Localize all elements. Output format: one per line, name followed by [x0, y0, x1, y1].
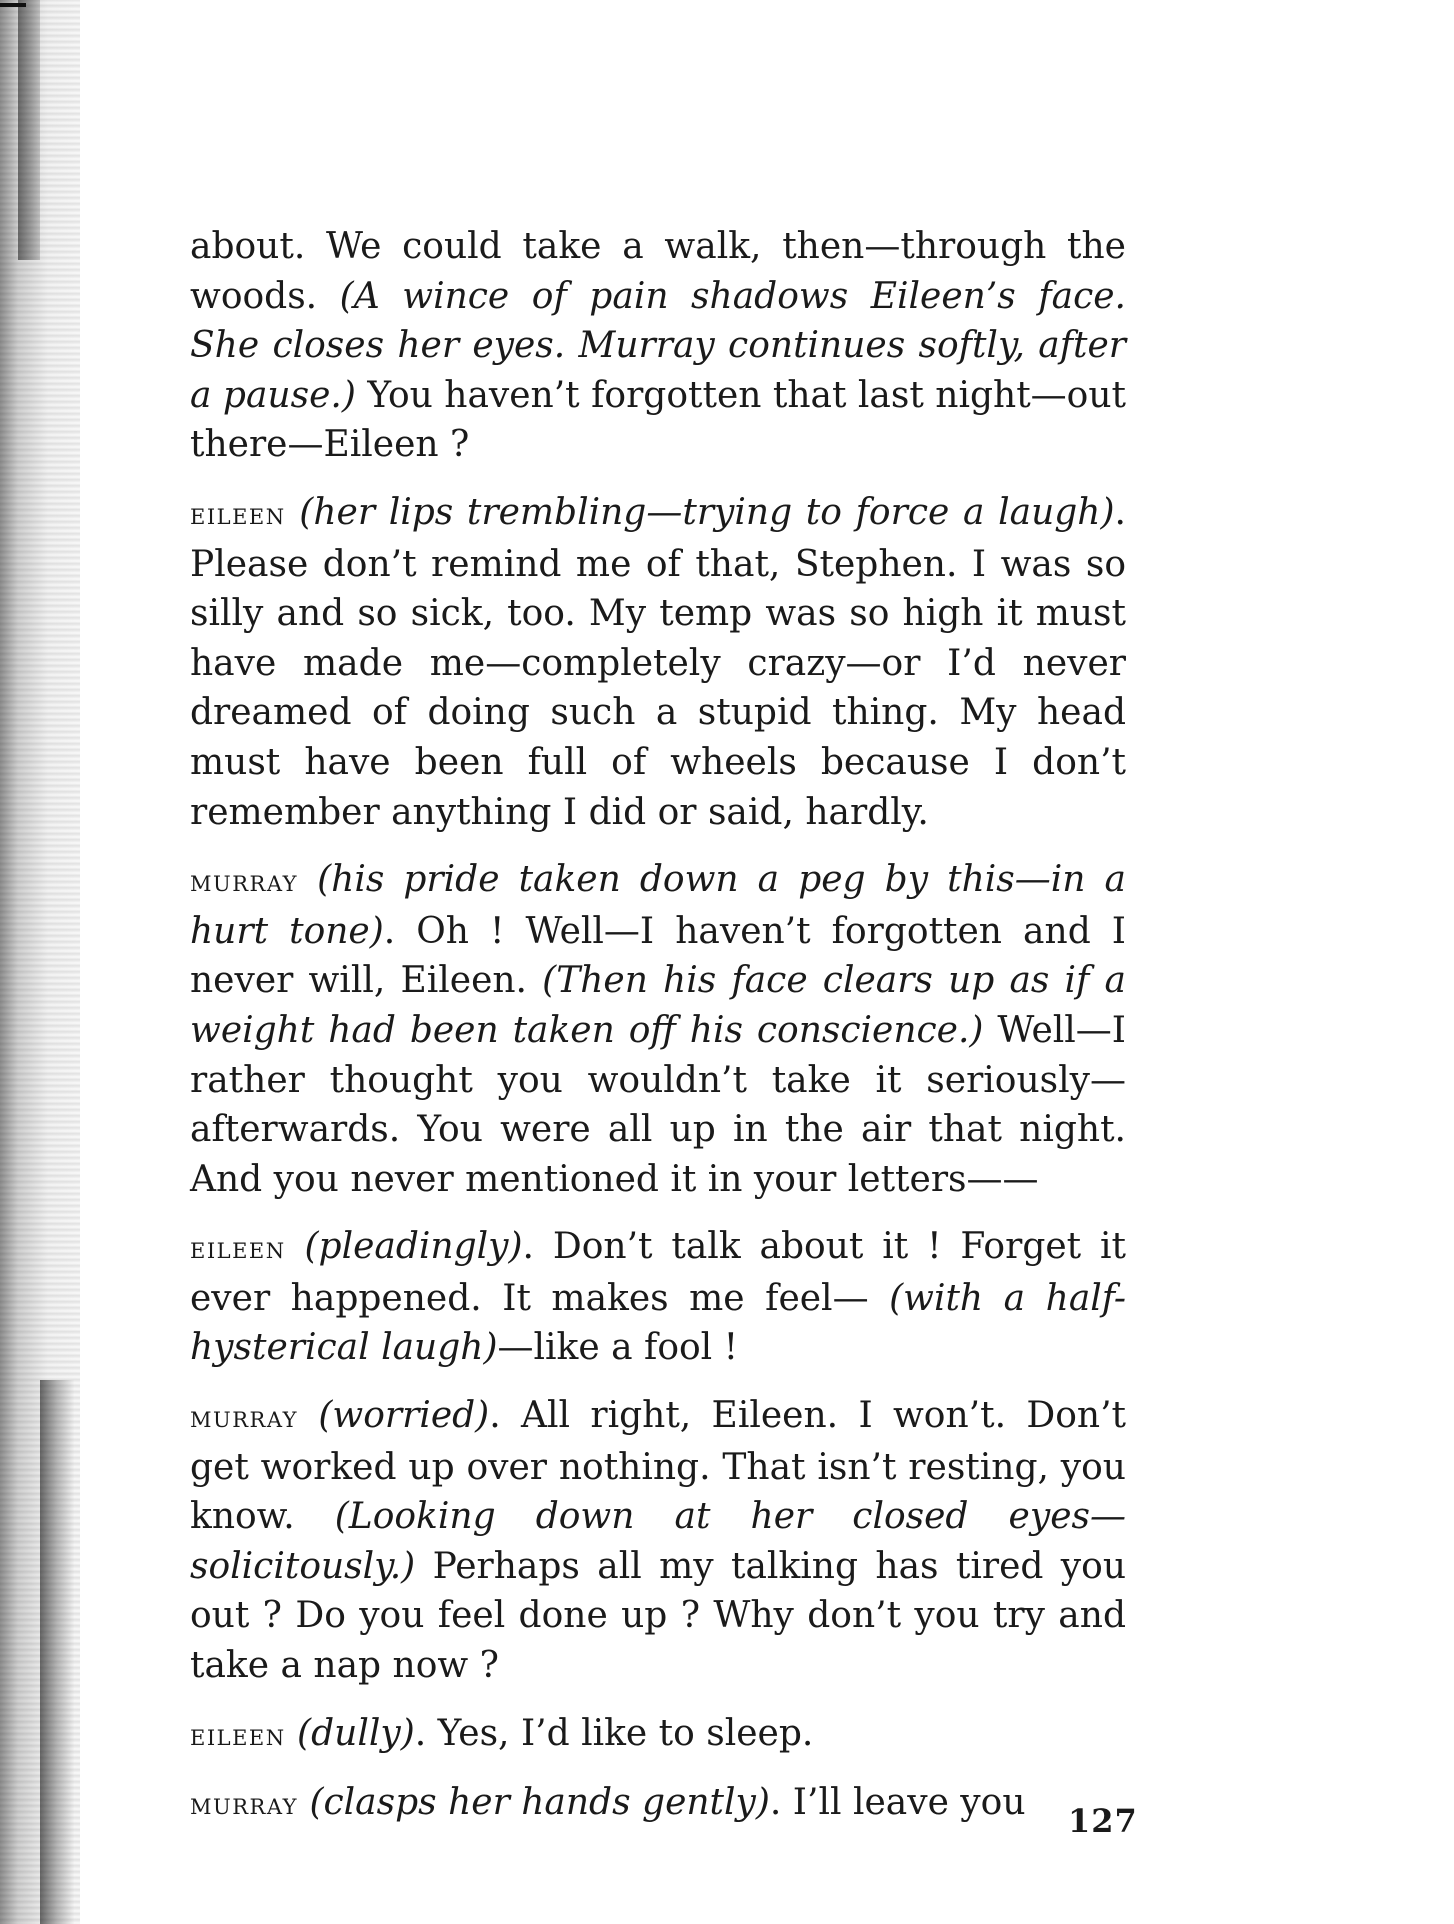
speech-murray-2 — [190, 1391, 1126, 1691]
dialogue-text: Perhaps all my talking has tired you out ? Do you feel done up ? Why don’t you try and take a nap now ? — [190, 1545, 1126, 1687]
dialogue-text: —like a fool ! — [497, 1327, 739, 1369]
dialogue-text: . Please don’t remind me of that, Stephen. I was so silly and so sick, too. My temp was so high it must have made me—completely crazy—or I’d never dreamed of doing such a stupid thing. My head must have been full of wheels because I don’t remember anything I did or said, hardly. — [190, 491, 1126, 833]
speech-eileen-3 — [190, 1709, 1126, 1761]
stage-direction: (her lips trembling—trying to force a laugh) — [285, 491, 1115, 533]
speech-murray-3 — [190, 1778, 1126, 1830]
speaker-name: murray — [190, 1400, 299, 1436]
dialogue-text: . All right, Eileen. I won’t. Don’t get worked up over nothing. That isn’t resting, you know. — [190, 1395, 1126, 1538]
stage-direction: (Then his face clears up as if a weight had been taken off his conscience.) — [190, 960, 1127, 1051]
page-text-block — [190, 222, 1126, 1830]
speech-eileen-2 — [190, 1222, 1126, 1373]
stage-direction: (clasps her hands gently) — [298, 1782, 770, 1824]
speaker-name: eileen — [190, 496, 286, 532]
dialogue-text: . Don’t talk about it ! Forget it ever happened. It makes me feel— — [190, 1226, 1126, 1319]
stage-direction: (Looking down at her closed eyes—solicitously.) — [190, 1496, 1126, 1587]
stage-direction: (A wince of pain shadows Eileen’s face. She closes her eyes. Murray continues softly, after a pause.) — [190, 275, 1126, 416]
binding-shadow-top — [18, 0, 40, 260]
stage-direction: (with a half-hysterical laugh) — [190, 1277, 1126, 1369]
dialogue-text: . I’ll leave you — [769, 1782, 1026, 1824]
speech-murray-1 — [190, 855, 1126, 1204]
stage-direction: (worried) — [298, 1395, 490, 1437]
text-segment: about. We could take a walk, then—through the woods. — [190, 226, 1126, 317]
stage-direction: (dully) — [285, 1712, 415, 1754]
stage-direction: (pleadingly) — [285, 1226, 523, 1268]
speaker-name: murray — [190, 1787, 299, 1823]
dialogue-text: . Yes, I’d like to sleep. — [414, 1712, 814, 1754]
stage-direction: (his pride taken down a peg by this—in a hurt tone) — [190, 859, 1126, 952]
dialogue-text: Well—I rather thought you wouldn’t take it seriously—afterwards. You were all up in the air that night. And you never mentioned it in your letters—— — [190, 1009, 1127, 1200]
page-number: 127 — [1068, 1802, 1138, 1840]
speech-eileen-1 — [190, 488, 1126, 837]
speaker-name: eileen — [190, 1717, 286, 1753]
dialogue-text: . Oh ! Well—I haven’t forgotten and I never will, Eileen. — [190, 910, 1127, 1002]
speaker-name: murray — [190, 864, 299, 900]
paragraph-continuation — [190, 222, 1126, 470]
scan-corner-mark — [0, 3, 26, 7]
binding-shadow-bottom — [40, 1380, 74, 1924]
text-segment: You haven’t forgotten that last night—out there—Eileen ? — [190, 374, 1126, 466]
speaker-name: eileen — [190, 1231, 286, 1267]
